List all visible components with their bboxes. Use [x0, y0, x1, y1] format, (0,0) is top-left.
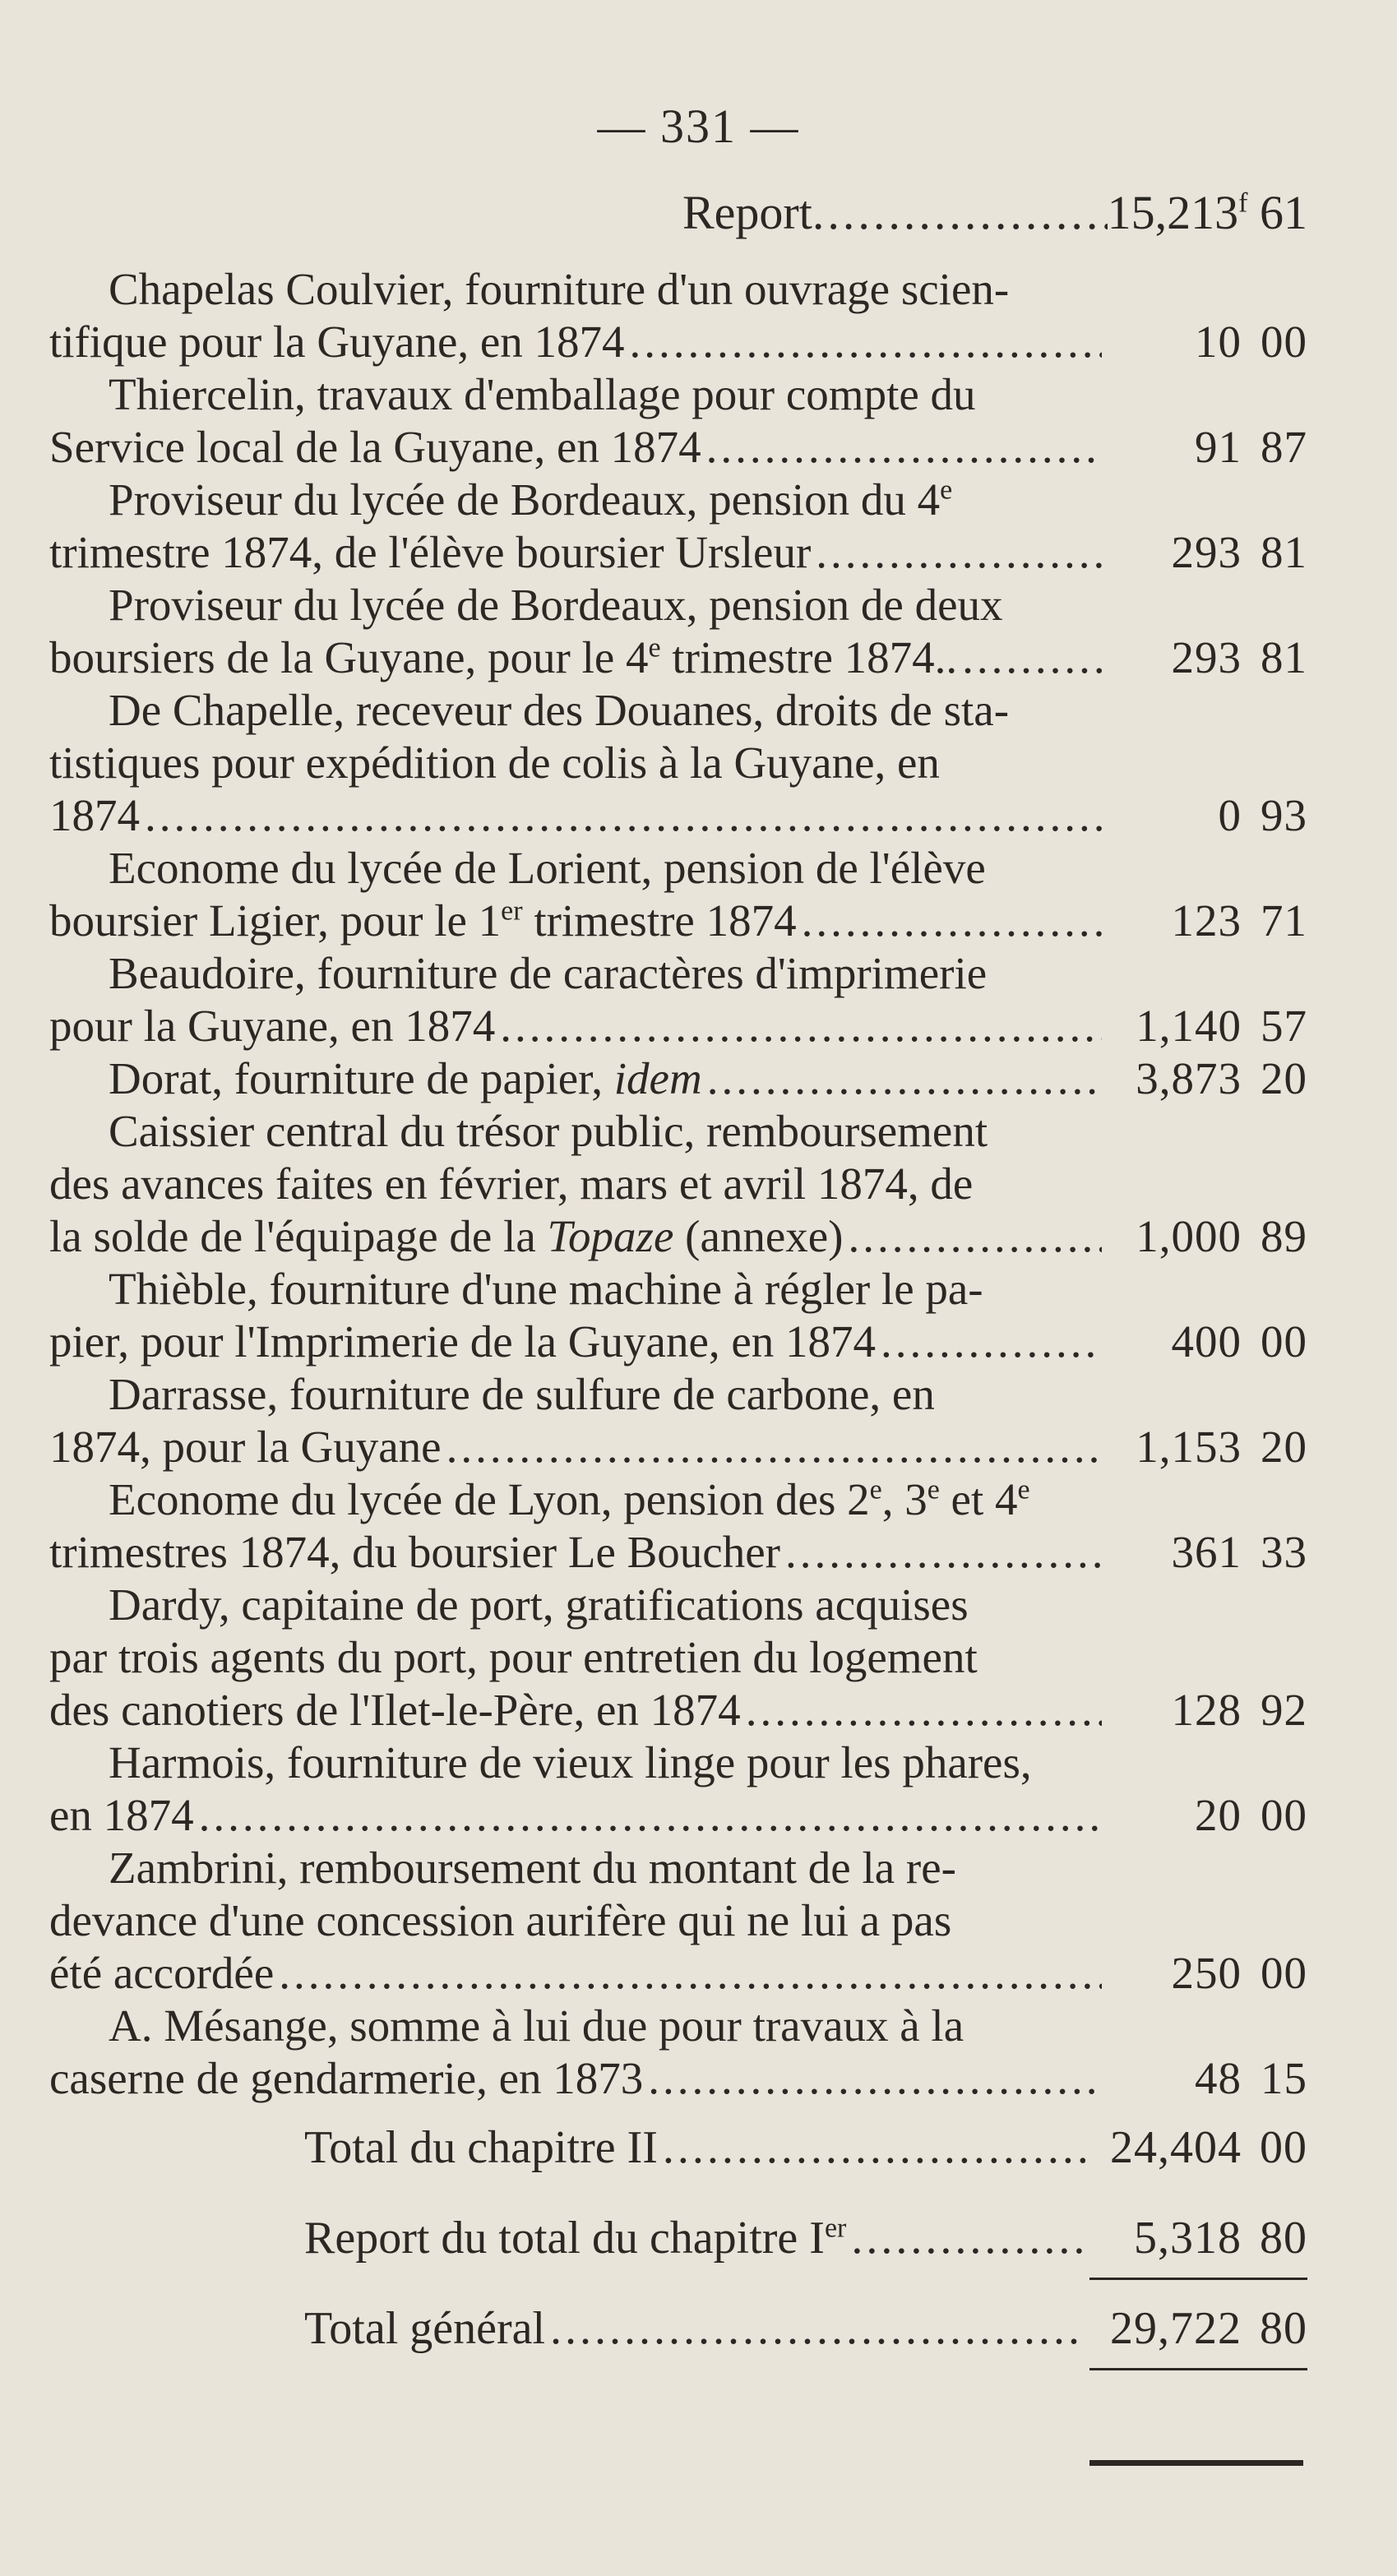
entry-amount: 123 71 [1171, 895, 1307, 946]
entry-amount: 128 92 [1171, 1685, 1307, 1735]
leader-dots [625, 316, 1102, 368]
entry-amount-line: la solde de l'équipage de la Topaze (annexe) ..... 1,000 89 [49, 1210, 1307, 1263]
leader-dots [701, 421, 1102, 474]
leader-dots [643, 2052, 1102, 2105]
total-chapter-2: Total du chapitre II ..... 24,404 00 [304, 2121, 1307, 2212]
expense-entry [49, 1263, 1307, 1368]
entry-line: Thièble, fourniture d'une machine à régler le pa- [109, 1264, 983, 1314]
entry-line: Econome du lycée de Lorient, pension de l'élève [109, 843, 986, 893]
totals-block [304, 2121, 1307, 2393]
grand-total: Total général ..... 29,722 80 [304, 2302, 1307, 2393]
entry-amount: 1,153 20 [1136, 1422, 1307, 1472]
leader-dots [957, 631, 1102, 684]
sum-rule [1089, 2278, 1307, 2280]
entry-line: Zambrini, remboursement du montant de la re- [109, 1843, 956, 1893]
expense-entry [49, 368, 1307, 474]
page-number: — 331 — [597, 99, 800, 153]
entry-amount-line: des canotiers de l'Ilet-le-Père, en 1874 ..... 128 92 [49, 1684, 1307, 1737]
expense-entry [49, 2000, 1307, 2105]
entry-amount-line: trimestre 1874, de l'élève boursier Ursleur ..... 293 81 [49, 526, 1307, 579]
entry-amount: 1,000 89 [1136, 1211, 1307, 1261]
entry-amount-line: boursier Ligier, pour le 1er trimestre 1874 ..... 123 71 [49, 895, 1307, 947]
leader-dots [741, 1684, 1102, 1737]
entry-amount-line: tifique pour la Guyane, en 1874 ..... 10 00 [49, 316, 1307, 368]
entry-line: devance d'une concession aurifère qui ne lui a pas [49, 1895, 952, 1945]
leader-dots [846, 2212, 1085, 2264]
entry-amount-line: été accordée ..... 250 00 [49, 1947, 1307, 2000]
report-line [682, 185, 1307, 240]
expense-entry [49, 1052, 1307, 1105]
entry-line: Darrasse, fourniture de sulfure de carbone, en [109, 1369, 935, 1419]
entry-amount-line: trimestres 1874, du boursier Le Boucher ..... 361 33 [49, 1526, 1307, 1579]
entry-amount: 293 81 [1171, 527, 1307, 577]
expense-entry [49, 1737, 1307, 1842]
leader-dots [658, 2121, 1085, 2174]
amount: 24,404 00 [1110, 2122, 1307, 2173]
report-total-chapter-1: Report du total du chapitre Ier ..... 5,318 80 [304, 2212, 1307, 2302]
entry-amount: 1,140 57 [1136, 1001, 1307, 1051]
entry-line: Harmois, fourniture de vieux linge pour les phares, [109, 1737, 1032, 1787]
entry-line: Thiercelin, travaux d'emballage pour compte du [109, 369, 976, 419]
entry-line: Beaudoire, fourniture de caractères d'imprimerie [109, 948, 988, 998]
expense-entry [49, 1105, 1307, 1263]
entry-amount: 0 93 [1218, 790, 1307, 840]
entry-amount: 91 87 [1195, 422, 1307, 472]
entry-amount: 293 81 [1171, 632, 1307, 682]
expense-entries [49, 263, 1307, 2105]
entry-amount-line: caserne de gendarmerie, en 1873 ..... 48 15 [49, 2052, 1307, 2105]
sum-rule [1089, 2368, 1307, 2370]
entry-amount-line: Service local de la Guyane, en 1874 ..... 91 87 [49, 421, 1307, 474]
expense-entry [49, 1473, 1307, 1579]
entry-line: Proviseur du lycée de Bordeaux, pension du 4e [109, 474, 953, 525]
leader-dots [140, 789, 1102, 842]
entry-amount: 3,873 20 [1136, 1053, 1307, 1103]
entry-amount: 250 00 [1171, 1948, 1307, 1998]
entry-amount-line: boursiers de la Guyane, pour le 4e trimestre 1874.. ..... 293 81 [49, 631, 1307, 684]
entry-amount: 48 15 [1195, 2053, 1307, 2103]
expense-entry [49, 474, 1307, 579]
leader-dots [844, 1210, 1103, 1263]
entry-line: Caissier central du trésor public, remboursement [109, 1106, 988, 1156]
expense-entry [49, 947, 1307, 1052]
expense-entry [49, 684, 1307, 842]
leader-dots [797, 895, 1102, 947]
entry-amount-line: pour la Guyane, en 1874 ..... 1,140 57 [49, 1000, 1307, 1052]
amount: 29,722 80 [1110, 2303, 1307, 2354]
entry-line: Chapelas Coulvier, fourniture d'un ouvrage scien- [109, 264, 1010, 314]
entry-amount-line: 1874 ..... 0 93 [49, 789, 1307, 842]
entry-amount: 20 00 [1195, 1790, 1307, 1840]
expense-entry [49, 579, 1307, 684]
entry-line: Proviseur du lycée de Bordeaux, pension de deux [109, 580, 1003, 630]
final-rule [1089, 2460, 1303, 2466]
leader-dots [702, 1052, 1102, 1105]
leader-dots [876, 1316, 1102, 1368]
report-label: Report [682, 186, 812, 239]
leader-dots [274, 1947, 1102, 2000]
entry-amount-line: pier, pour l'Imprimerie de la Guyane, en 1874 ..... 400 00 [49, 1316, 1307, 1368]
entry-amount: 10 00 [1195, 317, 1307, 367]
entry-line: De Chapelle, receveur des Douanes, droits de sta- [109, 685, 1010, 735]
leader-dots [780, 1526, 1102, 1579]
amount: 5,318 80 [1134, 2213, 1307, 2264]
expense-entry [49, 1368, 1307, 1473]
leader-dots [812, 185, 1108, 240]
entry-line: des avances faites en février, mars et avril 1874, de [49, 1159, 974, 1209]
expense-entry [49, 1842, 1307, 2000]
expense-entry [49, 1579, 1307, 1737]
report-amount: 15,213$^f$ 61 [1107, 186, 1307, 239]
entry-line: par trois agents du port, pour entretien du logement [49, 1632, 978, 1682]
entry-amount: 361 33 [1171, 1527, 1307, 1577]
entry-amount-line: Dorat, fourniture de papier, idem ..... 3,873 20 [49, 1052, 1307, 1105]
leader-dots [811, 526, 1102, 579]
leader-dots [545, 2302, 1085, 2355]
entry-line: Dardy, capitaine de port, gratifications acquises [109, 1579, 969, 1630]
entry-amount-line: en 1874 ..... 20 00 [49, 1789, 1307, 1842]
leader-dots [194, 1789, 1102, 1842]
leader-dots [495, 1000, 1102, 1052]
expense-entry [49, 263, 1307, 368]
entry-amount: 400 00 [1171, 1316, 1307, 1367]
entry-line: A. Mésange, somme à lui due pour travaux à la [109, 2000, 964, 2051]
entry-line: tistiques pour expédition de colis à la Guyane, en [49, 738, 940, 788]
entry-amount-line: 1874, pour la Guyane ..... 1,153 20 [49, 1421, 1307, 1473]
leader-dots [442, 1421, 1102, 1473]
expense-entry [49, 842, 1307, 947]
entry-line: Econome du lycée de Lyon, pension des 2e, 3e et 4e [109, 1474, 1030, 1524]
